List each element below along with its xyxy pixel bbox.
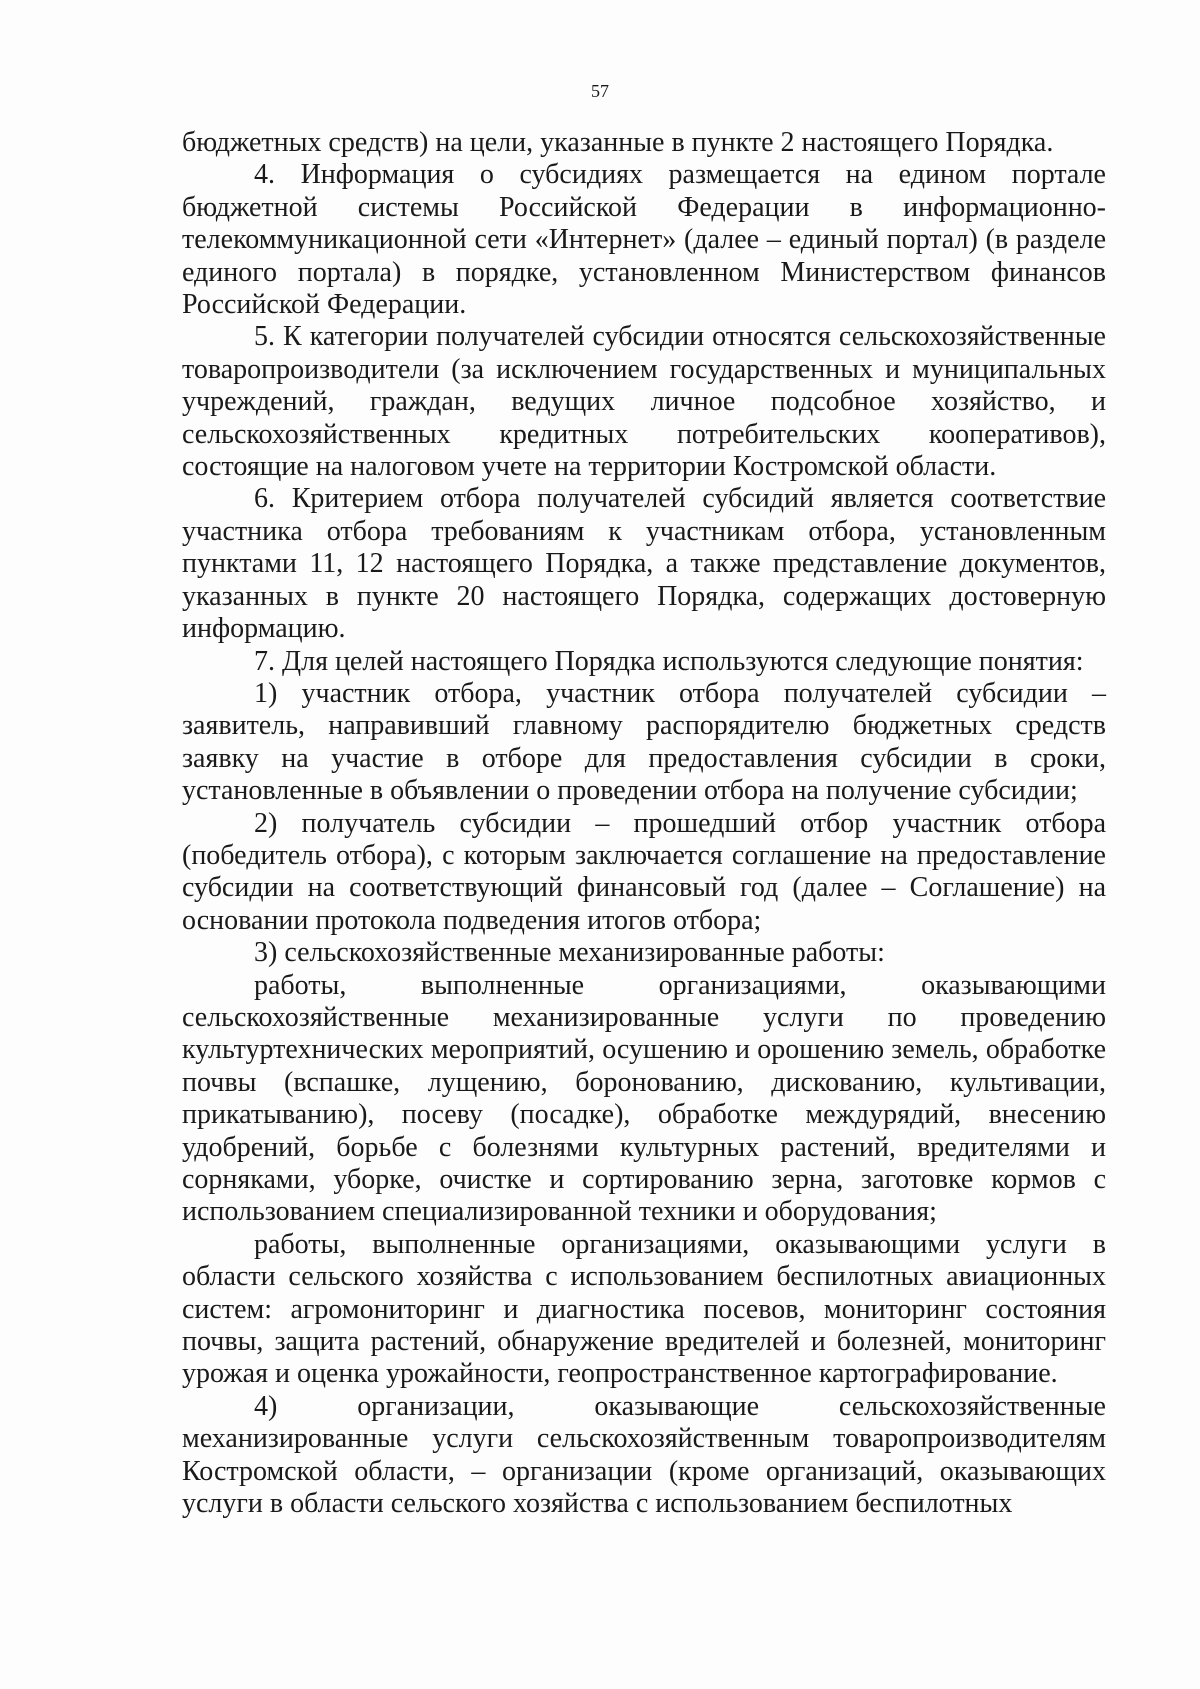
- paragraph-item-6: 6. Критерием отбора получателей субсидий является соответствие участника отбора требованиям к участникам отбора, установленным пунктами 11, 12 настоящего Порядка, а также представление документов, указанных в пункте 20 настоящего Порядка, содержащих достоверную информацию.: [182, 483, 1106, 645]
- paragraph-subitem-3: 3) сельскохозяйственные механизированные работы:: [254, 937, 885, 969]
- paragraph-item-7: 7. Для целей настоящего Порядка используются следующие понятия:: [254, 645, 1084, 677]
- document-body: [182, 127, 1106, 1520]
- paragraph-works-mechanized: работы, выполненные организациями, оказывающими сельскохозяйственные механизированные услуги по проведению культуртехнических мероприятий, осушению и орошению земель, обработке почвы (вспашке, лущению, боронованию, дискованию, культивации, прикатыванию), посеву (посадке), обработке междурядий, внесению удобрений, борьбе с болезнями культурных растений, вредителями и сорняками, уборке, очистке и сортированию зерна, заготовке кормов с использованием специализированной техники и оборудования;: [182, 969, 1106, 1228]
- page-number: 57: [591, 81, 609, 101]
- paragraph-subitem-4: 4) организации, оказывающие сельскохозяйственные механизированные услуги сельскохозяйственным товаропроизводителям Костромской области, – организации (кроме организаций, оказывающих услуги в области сельского хозяйства с использованием беспилотных: [182, 1390, 1106, 1520]
- paragraph-continuation: бюджетных средств) на цели, указанные в пункте 2 настоящего Порядка.: [182, 127, 1054, 158]
- paragraph-works-drones: работы, выполненные организациями, оказывающими услуги в области сельского хозяйства с использованием беспилотных авиационных систем: агромониторинг и диагностика посевов, мониторинг состояния почвы, защита растений, обнаружение вредителей и болезней, мониторинг урожая и оценка урожайности, геопространственное картографирование.: [182, 1228, 1106, 1390]
- paragraph-item-4: 4. Информация о субсидиях размещается на едином портале бюджетной системы Российской Федерации в информационно-телекоммуникационной сети «Интернет» (далее – единый портал) (в разделе единого портала) в порядке, установленном Министерством финансов Российской Федерации.: [182, 159, 1106, 321]
- paragraph-subitem-2: 2) получатель субсидии – прошедший отбор участник отбора (победитель отбора), с которым заключается соглашение на предоставление субсидии на соответствующий финансовый год (далее – Соглашение) на основании протокола подведения итогов отбора;: [182, 807, 1106, 936]
- paragraph-subitem-1: 1) участник отбора, участник отбора получателей субсидии – заявитель, направивший главному распорядителю бюджетных средств заявку на участие в отборе для предоставления субсидии в сроки, установленные в объявлении о проведении отбора на получение субсидии;: [182, 677, 1106, 807]
- paragraph-item-5: 5. К категории получателей субсидии относятся сельскохозяйственные товаропроизводители (за исключением государственных и муниципальных учреждений, граждан, ведущих личное подсобное хозяйство, и сельскохозяйственных кредитных потребительских кооперативов), состоящие на налоговом учете на территории Костромской области.: [182, 321, 1106, 483]
